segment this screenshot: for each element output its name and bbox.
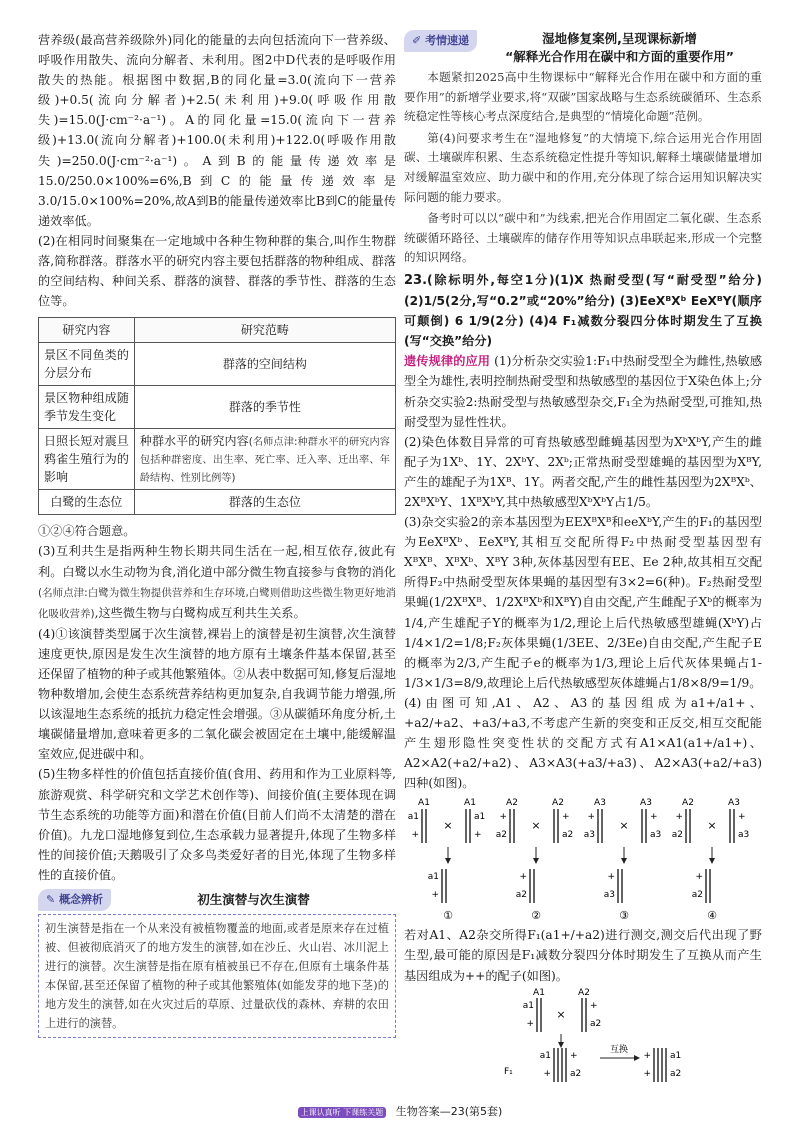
- parent-label: A1: [533, 987, 545, 998]
- allele-label: +: [411, 830, 419, 841]
- cross-number: ④: [707, 909, 717, 923]
- allele-label: a1: [427, 872, 439, 883]
- parent-label: A3: [594, 798, 606, 809]
- parent-label: A1: [464, 798, 476, 809]
- paragraph-succession: (4)①该演替类型属于次生演替,裸岩上的演替是初生演替,次生演替速度更快,原因是发生次生演替的地方原有土壤条件基本保留,甚至还保留了植物的种子或其他繁殖体。②从表中数据可知,修复后湿地物种数增加,会使生态系统营养结构更加复杂,自我调节能力增强,所以该湿地生态系统的抵抗力稳定性会增强。③从碳循环角度分析,土壤碳储量增加,意味着更多的二氧化碳会被固定在土壤中,能缓解温室效应,促进碳中和。: [38, 626, 396, 762]
- table-header: 研究内容: [39, 318, 135, 343]
- allele-label: a3: [738, 830, 750, 841]
- paragraph-match: ①②④符合题意。: [38, 524, 136, 539]
- question-number: 23.: [404, 272, 428, 288]
- cross-number: ③: [619, 909, 629, 923]
- table-row: [39, 490, 396, 515]
- allele-label: a2: [570, 1068, 582, 1079]
- cross-sign: ×: [619, 819, 629, 833]
- genetics-tag: 遗传规律的应用: [404, 354, 491, 369]
- allele-label: +: [590, 1000, 598, 1011]
- allele-label: +: [607, 872, 615, 883]
- parent-label: A2: [552, 798, 564, 809]
- allele-label: a1: [522, 1000, 534, 1011]
- tag-label: 概念辨析: [59, 893, 104, 906]
- paragraph-community: (2)在相同时间聚集在一定地域中各种生物种群的集合,叫作生物群落,简称群落。群落水平的研究内容主要包括群落的物种组成、群落的空间结构、种间关系、群落的演替、群落的季节性、群落的生态位等。: [38, 233, 396, 309]
- arrow-head: [533, 858, 539, 864]
- allele-label: +: [474, 830, 482, 841]
- cross-number: ②: [531, 909, 541, 923]
- page-footer: [0, 1103, 800, 1119]
- allele-label: +: [695, 872, 703, 883]
- paragraph-biodiversity: (5)生物多样性的价值包括直接价值(食用、药用和作为工业原料等,旅游观赏、科学研究和文学艺术创作等)、间接价值(主要体现在调节生态系统的功能等方面)和潜在价值(目前人们尚不太清楚的潜在价值)。九龙口湿地修复到位,生态承载力显著提升,体现了生物多样性的间接价值;天鹅吸引了众多鸟类爱好者的目光,体现了生物多样性的直接价值。: [38, 767, 396, 882]
- allele-label: +: [650, 812, 658, 823]
- concept-tag: [38, 889, 111, 911]
- kq-header: [404, 30, 762, 66]
- table-cell: 白鹭的生态位: [39, 490, 135, 515]
- kq-paragraph: 备考时可以以“碳中和”为线索,把光合作用固定二氧化碳、生态系统碳循环路径、土壤碳库的储存作用等知识点串联起来,形成一个完整的知识网络。: [404, 211, 762, 265]
- allele-label: a2: [670, 1068, 682, 1079]
- concept-title: 初生演替与次生演替: [197, 892, 310, 907]
- cross-sign: ×: [531, 819, 541, 833]
- allele-label: +: [526, 1018, 534, 1029]
- right-column: [404, 30, 762, 1086]
- allele-label: a3: [583, 830, 595, 841]
- f1-label: F₁: [504, 1066, 513, 1077]
- allele-label: +: [643, 1068, 651, 1079]
- table-cell: 群落的生态位: [134, 490, 395, 515]
- allele-label: +: [543, 1068, 551, 1079]
- table-cell: [134, 429, 395, 490]
- allele-label: a2: [562, 830, 574, 841]
- tag-label: 考情速递: [425, 34, 470, 47]
- allele-label: +: [499, 812, 507, 823]
- table-header: 研究范畴: [134, 318, 395, 343]
- allele-label: a2: [691, 890, 703, 901]
- parent-label: A2: [682, 798, 694, 809]
- brand-logo: 上课认真听 下课练关题: [298, 1107, 387, 1118]
- genetics-p1: [404, 351, 762, 431]
- allele-label: a1: [474, 812, 486, 823]
- cell-note: (名师点津:种群水平的研究内容包括种群密度、出生率、死亡率、迁入率、迁出率、年龄结构、性别比例等): [139, 437, 390, 485]
- cross-sign: ×: [443, 819, 453, 833]
- pen-icon: ✐: [412, 34, 422, 47]
- table-cell: 群落的季节性: [134, 386, 395, 429]
- text-span: ,这些微生物与白鹭构成互利共生关系。: [94, 605, 306, 620]
- table-cell: 景区不同鱼类的分层分布: [39, 343, 135, 386]
- footer-text: 生物答案—23(第5套): [395, 1105, 503, 1118]
- allele-label: a2: [515, 890, 527, 901]
- genetics-p5: 若对A1、A2杂交所得F₁(a1+/+a2)进行测交,测交后代出现了野生型,最可能的原因是F₁减数分裂四分体时期发生了互换从而产生基因组成为++的配子(如图)。: [404, 928, 762, 983]
- allele-label: a1: [407, 812, 419, 823]
- allele-label: +: [570, 1050, 578, 1061]
- allele-label: +: [643, 1050, 651, 1061]
- genetics-p2: (2)染色体数目异常的可育热敏感型雌蝇基因型为XᵇXᵇY,产生的雌配子为1Xᵇ、1Y、2XᵇY、2Xᵇ;正常热耐受型雄蝇的基因型为XᴮY,产生的雄配子为1Xᴮ、1Y。两者交配,产生的雌性基因型为2XᴮXᵇ、2XᴮXᵇY、1XᴮXᵇY,其中热敏感型XᵇXᵇY占1/5。: [404, 434, 762, 509]
- cell-main: 种群水平的研究内容: [139, 434, 249, 449]
- allele-label: +: [562, 812, 570, 823]
- tag-icon: ✎: [46, 893, 56, 906]
- table-cell: 景区物种组成随季节发生变化: [39, 386, 135, 429]
- kq-tag: [404, 30, 477, 52]
- text-span: (1)分析杂交实验1:F₁中热耐受型全为雌性,热敏感型全为雄性,表明控制热耐受型和热敏感型的基因位于X染色体上;分析杂交实验2:热耐受型与热敏感型杂交,F₁全为热耐受型,可推知,热耐受型为显性性状。: [404, 354, 763, 429]
- allele-label: a2: [495, 830, 507, 841]
- allele-label: +: [519, 872, 527, 883]
- allele-label: +: [431, 890, 439, 901]
- parent-label: A2: [578, 987, 590, 998]
- table-row: [39, 386, 396, 429]
- table-row: [39, 343, 396, 386]
- cross-sign: ×: [556, 1007, 566, 1021]
- arrow-head: [445, 858, 451, 864]
- allele-label: +: [675, 812, 683, 823]
- allele-label: +: [587, 812, 595, 823]
- kq-title-line: “解释光合作用在碳中和方面的重要作用”: [505, 49, 734, 64]
- paragraph-energy: 营养级(最高营养级除外)同化的能量的去向包括流向下一营养级、呼吸作用散失、流向分解者、未利用。图2中D代表的是呼吸作用散失的热能。根据图中数据,B的同化量=3.0(流向下一营养级)+0.5(流向分解者)+2.5(未利用)+9.0(呼吸作用散失)=15.0(J·cm⁻²·a⁻¹)。A的同化量=15.0(流向下一营养级)+13.0(流向分解者)+100.0(未利用)+122.0(呼吸作用散失)=250.0(J·cm⁻²·a⁻¹)。A到B的能量传递效率是15.0/250.0×100%=6%,B到C的能量传递效率是3.0/15.0×100%=20%,故A到B的能量传递效率比B到C的能量传递效率低。: [38, 33, 396, 228]
- arrow-head: [558, 1042, 564, 1048]
- allele-label: a3: [603, 890, 615, 901]
- crossover-diagram: [404, 986, 762, 1086]
- allele-label: a2: [590, 1018, 602, 1029]
- cross-diagram: [404, 795, 762, 925]
- table-cell: 群落的空间结构: [134, 343, 395, 386]
- research-table: [38, 317, 396, 515]
- parent-label: A2: [506, 798, 518, 809]
- left-column: [38, 30, 396, 1038]
- arrow-head: [709, 858, 715, 864]
- cross-number: ①: [443, 909, 453, 923]
- concept-header: [38, 889, 396, 911]
- cross-sign: ×: [707, 819, 717, 833]
- table-row: [39, 429, 396, 490]
- concept-box: 初生演替是指在一个从来没有被植物覆盖的地面,或者是原来存在过植被、但被彻底消灭了的地方发生的演替,如在沙丘、火山岩、冰川泥上进行的演替。次生演替是指在原有植被虽已不存在,但原有土壤条件基本保留,甚至还保留了植物的种子或其他繁殖体(如能发芽的地下茎)的地方发生的演替,如在火灾过后的草原、过量砍伐的森林、弃耕的农田上进行的演替。: [38, 914, 396, 1038]
- kq-paragraph: 本题紧扣2025高中生物课标中“解释光合作用在碳中和方面的重要作用”的新增学业要求,将“双碳”国家战略与生态系统碳循环、生态系统稳定性等核心考点深度结合,是典型的“情境化命题”范例。: [404, 70, 762, 124]
- allele-label: a1: [670, 1050, 682, 1061]
- allele-label: a1: [539, 1050, 551, 1061]
- kq-title-line: 湿地修复案例,呈现课标新增: [542, 31, 697, 46]
- kq-title: [477, 30, 762, 66]
- text-span: (3)互利共生是指两种生物长期共同生活在一起,相互依存,彼此有利。白鹭以水生动物为食,消化道中部分微生物直接参与食物的消化: [38, 544, 396, 579]
- allele-label: a2: [671, 830, 683, 841]
- paragraph-mutualism: [38, 541, 396, 623]
- swap-label: 互换: [609, 1044, 629, 1055]
- tip-note: (名师点津:白鹭为微生物提供营养和生存环境,白鹭则借助这些微生物更好地消化吸收营养): [38, 586, 396, 620]
- arrow-head: [634, 1055, 640, 1061]
- answer-key: (除标明外,每空1分)(1)X 热耐受型(写“耐受型”给分) (2)1/5(2分,写“0.2”或“20%”给分) (3)EeXᴮXᵇ EeXᴮY(顺序可颠倒) 6 1/9(2分) (4)4 F₁减数分裂四分体时期发生了互换(写“交换”给分): [404, 272, 762, 349]
- allele-label: a3: [650, 830, 662, 841]
- arrow-head: [621, 858, 627, 864]
- parent-label: A1: [418, 798, 430, 809]
- allele-label: +: [738, 812, 746, 823]
- kq-paragraph: 第(4)问要求考生在“湿地修复”的大情境下,综合运用光合作用固碳、土壤碳库积累、生态系统稳定性提升等知识,解释土壤碳储量增加对缓解温室效应、助力碳中和的作用,充分体现了综合运用知识解决实际问题的能力要求。: [404, 130, 762, 204]
- genetics-p3: (3)杂交实验2的亲本基因型为EEXᴮXᴮ和eeXᵇY,产生的F₁的基因型为EeXᴮXᵇ、EeXᴮY,其相互交配所得F₂中热耐受型基因型有XᴮXᴮ、XᴮXᵇ、XᴮY 3种,灰体基因型有EE、Ee 2种,故其相互交配所得F₂中热耐受型灰体果蝇的基因型有3×2=6(种)。F₂热耐受型果蝇(1/2XᴮXᴮ、1/2XᴮXᵇ和XᴮY)自由交配,产生雌配子Xᵇ的概率为1/4,产生雄配子Y的概率为1/2,理论上后代热敏感型雄蝇(XᵇY)占1/4×1/2=1/8;F₂灰体果蝇(1/3EE、2/3Ee)自由交配,产生配子E的概率为2/3,产生配子e的概率为1/3,理论上后代灰体果蝇占1-1/3×1/3=8/9,故理论上后代热敏感型灰体雄蝇占1/8×8/9=1/9。: [404, 515, 762, 690]
- parent-label: A3: [640, 798, 652, 809]
- genetics-p4: (4)由图可知,A1、A2、A3的基因组成为a1+/a1+、+a2/+a2、+a3/+a3,不考虑产生新的突变和正反交,相互交配能产生翅形隐性突变性状的交配方式有A1×A1(a1+/a1+)、A2×A2(+a2/+a2)、A3×A3(+a3/+a3)、A2×A3(+a2/+a3)四种(如图)。: [404, 695, 762, 791]
- parent-label: A3: [728, 798, 740, 809]
- table-cell: 日照长短对震旦鸦雀生殖行为的影响: [39, 429, 135, 490]
- q23-answer: [404, 270, 762, 351]
